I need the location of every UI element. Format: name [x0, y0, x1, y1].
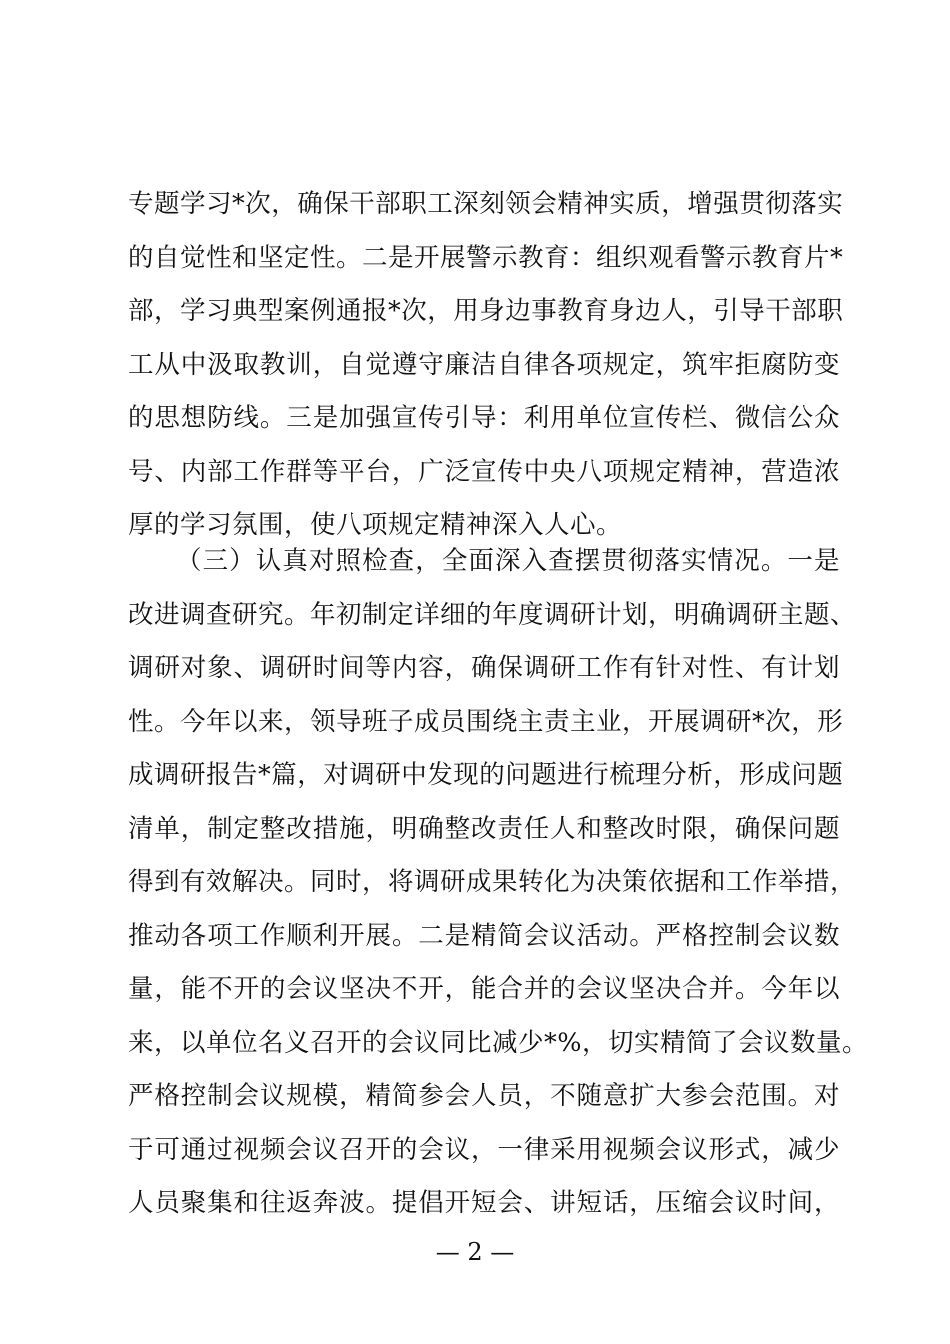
text-line: 专题学习*次，确保干部职工深刻领会精神实质，增强贯彻落实 — [128, 189, 844, 219]
text-line: 于可通过视频会议召开的会议，一律采用视频会议形式，减少 — [128, 1134, 840, 1165]
text-line: 推动各项工作顺利开展。二是精简会议活动。严格控制会议数 — [128, 920, 840, 951]
text-line: 得到有效解决。同时，将调研成果转化为决策依据和工作举措， — [128, 867, 857, 897]
text-line: 号、内部工作群等平台，广泛宣传中央八项规定精神，营造浓 — [128, 456, 840, 487]
text-line: 调研对象、调研时间等内容，确保调研工作有针对性、有计划 — [128, 653, 840, 683]
paragraph-section-three — [128, 535, 868, 1231]
text-line: 改进调查研究。年初制定详细的年度调研计划，明确调研主题、 — [128, 599, 857, 630]
text-line: 成调研报告*篇，对调研中发现的问题进行梳理分析，形成问题 — [128, 760, 844, 790]
paragraph-study-education — [128, 178, 844, 553]
text-line: 来，以单位名义召开的会议同比减少*%，切实精简了会议数量。 — [128, 1027, 868, 1058]
text-line: 严格控制会议规模，精简参会人员，不随意扩大参会范围。对 — [128, 1081, 840, 1111]
page-number: — 2 — — [435, 1238, 515, 1266]
text-line: 清单，制定整改措施，明确整改责任人和整改时限，确保问题 — [128, 813, 840, 844]
text-line: 量，能不开的会议坚决不开，能合并的会议坚决合并。今年以 — [128, 974, 840, 1004]
text-line: 的思想防线。三是加强宣传引导：利用单位宣传栏、微信公众 — [128, 403, 840, 433]
text-line: 工从中汲取教训，自觉遵守廉洁自律各项规定，筑牢拒腐防变 — [128, 349, 840, 380]
text-line: 人员聚集和往返奔波。提倡开短会、讲短话，压缩会议时间， — [128, 1188, 840, 1218]
text-line: 性。今年以来，领导班子成员围绕主责主业，开展调研*次，形 — [128, 706, 844, 737]
text-line: 部，学习典型案例通报*次，用身边事教育身边人，引导干部职 — [128, 296, 844, 326]
text-line: 的自觉性和坚定性。二是开展警示教育：组织观看警示教育片* — [128, 242, 844, 273]
text-line: 厚的学习氛围，使八项规定精神深入人心。 — [128, 510, 623, 540]
section-heading-line: （三）认真对照检查，全面深入查摆贯彻落实情况。一是 — [176, 546, 840, 576]
